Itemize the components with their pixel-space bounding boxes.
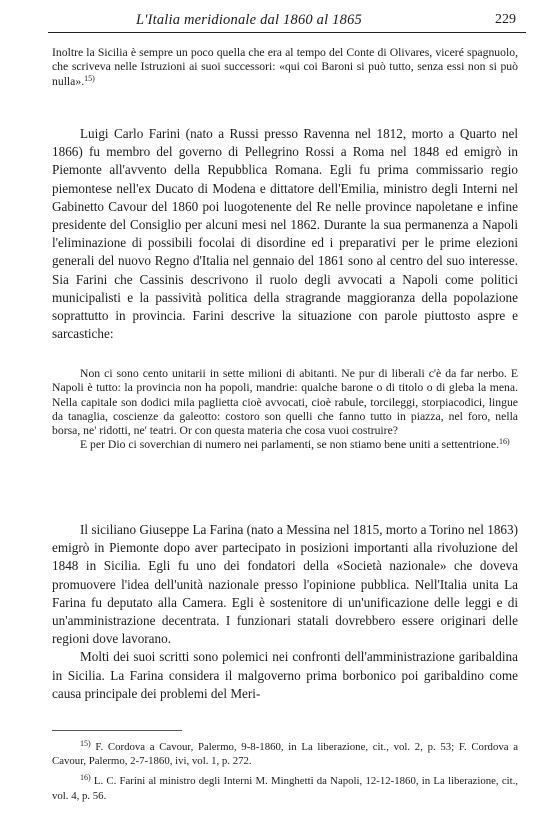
footnote-16-marker: 16) [80, 773, 91, 783]
note-ref-15: 15) [84, 73, 95, 83]
farini-quote-block [52, 367, 518, 453]
la-farina-paragraph-2: Molti dei suoi scritti sono polemici nei confronti dell'amministrazione garibaldina in Sicilia. La Farina considera il malgoverno prima borbonico poi garibaldino come causa principale dei problemi del Meri- [52, 649, 518, 701]
note-ref-16: 16) [499, 437, 510, 447]
footnote-16-text: L. C. Farini al ministro degli Interni M. Minghetti da Napoli, 12-12-1860, in La liberazione, cit., vol. 4, p. 56. [52, 775, 519, 802]
footnote-15-marker: 15) [80, 739, 91, 748]
la-farina-paragraph-1: Il siciliano Giuseppe La Farina (nato a Messina nel 1815, morto a Torino nel 1863) emigrò in Piemonte dopo aver partecipato in posizioni importanti alla rivoluzione del 1848 in Sicilia. Egli fu uno dei fondatori della «Società nazionale» che doveva promuovere l'idea dell'unità nazionale presso l'opinione pubblica. Nell'Italia unita La Farina fu deputato alla Camera. Egli è sostenitore di un'unificazione delle leggi e di un'amministrazione decentrata. I funzionari statali dovrebbero essere originari delle regioni dove lavorano. [52, 522, 518, 647]
olivares-quote-block [52, 46, 518, 89]
la-farina-section [52, 521, 518, 703]
footnote-15 [52, 740, 518, 768]
farini-quote-p2: E per Dio ci soverchian di numero nei parlamenti, se non stiamo bene uniti a settentrione.$^{16)}$ [80, 437, 510, 452]
page-number: 229 [495, 12, 516, 27]
farini-paragraph: Luigi Carlo Farini (nato a Russi presso Ravenna nel 1812, morto a Quarto nel 1866) fu membro del governo di Pellegrino Rossi a Roma nel 1848 ed emigrò in Piemonte all'avvento della Repubblica Romana. Egli fu prima commissario regio piemontese nell'ex Ducato di Modena e dittatore dell'Emilia, ministro degli Interni nel Gabinetto Cavour del 1860 poi luogotenente del Re nelle province napoletane e infine presidente del Consiglio per alcuni mesi nel 1862. Durante la sua permanenza a Napoli l'eliminazione di possibili focolai di disordine ed i preparativi per le prime elezioni generali del nuovo Regno d'Italia nel gennaio del 1861 sono al centro del suo interesse. Sia Farini che Cassinis descrivono il ruolo degli avvocati a Napoli come politici municipalisti e la passività politica della stragrande maggioranza della popolazione soprattutto in provincia. Farini descrive la situazione con parole piuttosto aspre e sarcastiche: [52, 126, 518, 342]
olivares-quote: Inoltre la Sicilia è sempre un poco quella che era al tempo del Conte di Olivares, viceré spagnuolo, che scriveva nelle Istruzioni ai suoi successori: «qui coi Baroni si può tutto, senza essi non si può nulla».$^{15)}$ [52, 46, 518, 88]
footnote-16 [52, 774, 518, 802]
footnotes [52, 740, 518, 803]
running-title: L'Italia meridionale dal 1860 al 1865 [136, 12, 362, 28]
footnote-15-text: F. Cordova a Cavour, Palermo, 9-8-1860, in La liberazione, cit., vol. 2, p. 53; F. Cordova a Cavour, Palermo, 2-7-1860, ivi, vol. 1, p. 272. [52, 741, 518, 768]
farini-quote-p1: Non ci sono cento unitarii in sette milioni di abitanti. Ne pur di liberali c'è da far nerbo. E Napoli è tutto: la provincia non ha popoli, mandrie: qualche barone o di titolo o di gleba la mena. Nella capitale son dodici mila paglietta cioè avvocati, cioè rabule, torcileggi, storpiacodici, lingue da tanaglia, coscienze da galeotto: costoro son quelli che fanno tutto in piazza, nel foro, nella borsa, ne' ridotti, ne' teatri. Or con questa materia che cosa vuoi costruire? [52, 367, 518, 438]
farini-section [52, 125, 518, 343]
footnote-rule [52, 730, 182, 731]
page-header [48, 10, 526, 33]
